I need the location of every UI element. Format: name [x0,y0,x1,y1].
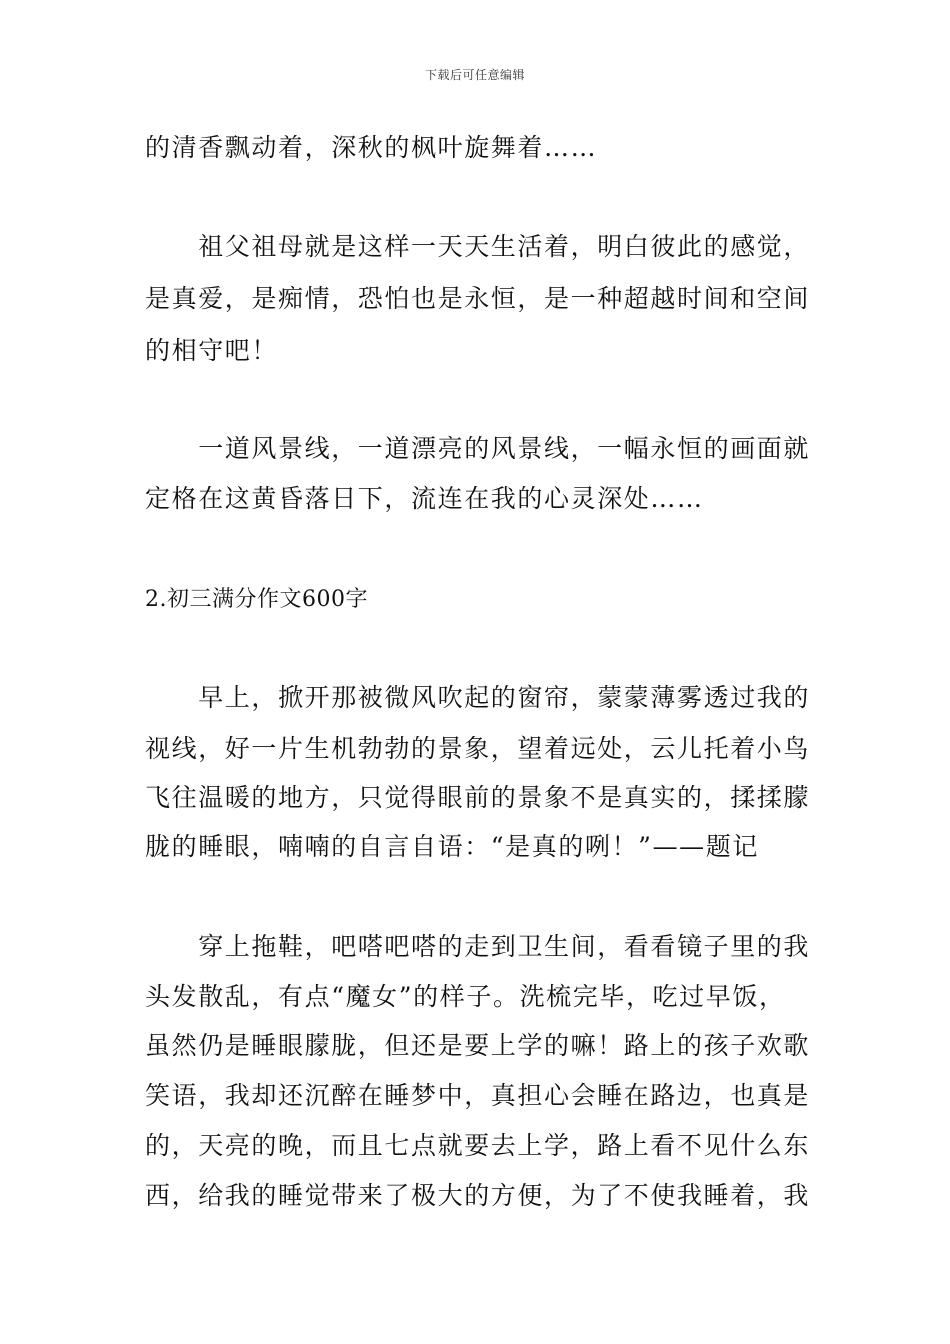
text-line: 西，给我的睡觉带来了极大的方便，为了不使我睡着，我 [145,1181,811,1210]
page-header: 下载后可任意编辑 [424,68,525,82]
text-line: 笑语，我却还沉醉在睡梦中，真担心会睡在路边，也真是 [145,1081,811,1110]
text-line: 穿上拖鞋，吧嗒吧嗒的走到卫生间，看看镜子里的我 [145,932,811,961]
text-line: 定格在这黄昏落日下，流连在我的心灵深处…… [145,484,704,513]
text-line: 胧的睡眼，喃喃的自言自语：“是真的咧！”——题记 [145,832,759,861]
text-line: 视线，好一片生机勃勃的景象，望着远处，云儿托着小鸟 [145,734,811,763]
section-heading: 2.初三满分作文600字 [145,587,368,612]
text-line: 的相守吧！ [145,336,279,365]
text-line: 的，天亮的晚，而且七点就要去上学，路上看不见什么东 [145,1131,811,1160]
text-line: 头发散乱，有点“魔女”的样子。洗梳完毕，吃过早饭， [145,982,786,1011]
text-line: 早上，掀开那被微风吹起的窗帘，蒙蒙薄雾透过我的 [145,683,811,712]
text-line: 一道风景线，一道漂亮的风景线，一幅永恒的画面就 [145,434,811,463]
text-line: 是真爱，是痴情，恐怕也是永恒，是一种超越时间和空间 [145,284,811,313]
text-line: 飞往温暖的地方，只觉得眼前的景象不是真实的，揉揉朦 [145,783,811,812]
text-line: 祖父祖母就是这样一天天生活着，明白彼此的感觉， [145,232,811,261]
text-line: 虽然仍是睡眼朦胧，但还是要上学的嘛！路上的孩子欢歌 [145,1031,811,1060]
text-line: 的清香飘动着，深秋的枫叶旋舞着…… [145,133,598,162]
